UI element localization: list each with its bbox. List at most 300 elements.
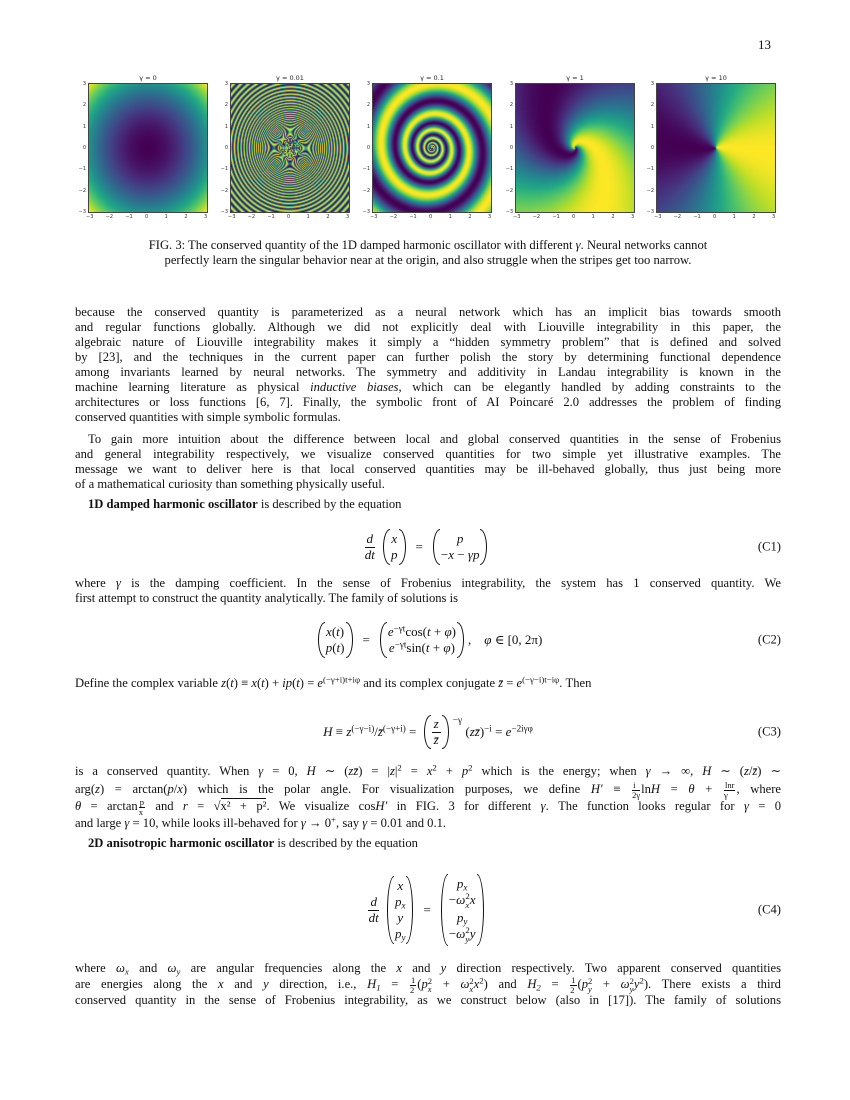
y-tick-label: 0 bbox=[366, 145, 370, 151]
text-line: of a mathematical curiosity than something physically useful. bbox=[75, 477, 385, 491]
subscript: y bbox=[588, 984, 592, 995]
panel-title: γ = 10 bbox=[705, 74, 727, 82]
text: is described by the equation bbox=[257, 497, 402, 511]
math-symbol: ω bbox=[167, 961, 177, 975]
text: = bbox=[503, 676, 517, 690]
panel-gamma-1 bbox=[505, 74, 635, 220]
text: = 0.01 and 0.1. bbox=[367, 816, 447, 830]
denominator: x bbox=[138, 806, 144, 817]
math-symbol: ω bbox=[620, 976, 630, 991]
paragraph-4 bbox=[75, 764, 781, 831]
math-symbol: H′ bbox=[375, 798, 388, 813]
y-tick-label: 3 bbox=[509, 81, 513, 87]
exponent: −γ bbox=[452, 716, 463, 726]
x-tick-label: 3 bbox=[631, 214, 635, 220]
text: / bbox=[374, 724, 378, 739]
inline-fraction bbox=[632, 781, 640, 799]
text-line bbox=[75, 798, 781, 816]
numerator: d bbox=[370, 893, 377, 909]
math-symbol: H bbox=[367, 976, 377, 991]
x-tick-label: 3 bbox=[488, 214, 492, 220]
heatmap-gamma-0.01 bbox=[231, 84, 349, 212]
math-symbol: x bbox=[396, 961, 402, 975]
define-line bbox=[75, 676, 781, 691]
x-tick-label: −2 bbox=[389, 214, 398, 220]
text: ( bbox=[292, 676, 297, 690]
math-symbol: γ bbox=[645, 764, 651, 778]
math-symbol: ω bbox=[456, 926, 466, 941]
text-line: To gain more intuition about the difference between local and global conserved quantities in the sense of Frobenius bbox=[88, 432, 781, 446]
text-line bbox=[75, 497, 781, 512]
y-tick-label: −2 bbox=[78, 187, 86, 194]
panel-gamma-0.01 bbox=[220, 74, 350, 220]
vector-entry bbox=[397, 910, 403, 926]
y-tick-label: −1 bbox=[505, 166, 513, 173]
math-symbol: γ bbox=[540, 798, 546, 813]
x-tick-label: 3 bbox=[204, 214, 208, 220]
y-tick-label: −3 bbox=[505, 209, 513, 215]
text: + bbox=[432, 976, 461, 991]
math-symbol: z bbox=[221, 676, 227, 690]
heatmap-gamma-10 bbox=[657, 84, 775, 212]
subscript: x bbox=[427, 984, 432, 995]
y-tick-label: −3 bbox=[78, 209, 86, 215]
math-symbol: z bbox=[389, 764, 395, 778]
text: . Neural networks cannot bbox=[580, 238, 708, 252]
text: . The function looks regular for bbox=[545, 798, 744, 813]
x-tick-label: 1 bbox=[591, 214, 595, 220]
x-tick-label: −2 bbox=[105, 214, 114, 220]
text-line bbox=[75, 576, 781, 591]
text: + bbox=[436, 764, 462, 778]
x-tick-label: 0 bbox=[713, 214, 717, 220]
paragraph-1 bbox=[75, 305, 781, 425]
text: ) bbox=[479, 724, 485, 739]
x-tick-label: 0 bbox=[429, 214, 433, 220]
text: and its complex conjugate bbox=[360, 676, 499, 690]
text: machine learning literature as physical bbox=[75, 380, 311, 394]
text: / bbox=[748, 764, 753, 778]
text: and bbox=[146, 798, 183, 813]
x-tick-label: −3 bbox=[513, 214, 521, 220]
text: + bbox=[429, 640, 444, 655]
text: = bbox=[401, 764, 427, 778]
page-number: 13 bbox=[758, 37, 771, 52]
text-line bbox=[75, 836, 781, 851]
x-tick-label: 0 bbox=[145, 214, 149, 220]
heatmap-gamma-0.1 bbox=[373, 84, 491, 212]
text: , say bbox=[336, 816, 363, 830]
text: ( bbox=[417, 976, 422, 991]
text: ) = arctan( bbox=[99, 781, 168, 796]
text: where bbox=[75, 576, 116, 590]
subscript: y bbox=[401, 932, 406, 943]
superscript: (−γ−i)t−iφ bbox=[522, 674, 560, 685]
math-symbol: p bbox=[461, 764, 469, 778]
vector-entry bbox=[397, 878, 403, 894]
superscript: 2 bbox=[588, 975, 593, 986]
heatmap-gamma-0 bbox=[89, 84, 207, 212]
math-symbol: p bbox=[456, 531, 464, 546]
superscript: 2 bbox=[639, 975, 644, 986]
text: ) bbox=[451, 624, 456, 639]
math-symbol: x bbox=[397, 878, 404, 893]
vector-entry bbox=[457, 531, 464, 547]
x-tick-label: −1 bbox=[693, 214, 701, 220]
denominator: z̄ bbox=[433, 731, 439, 747]
vector-entry bbox=[395, 926, 406, 942]
subscript: x bbox=[465, 900, 470, 911]
text: ) + bbox=[264, 676, 283, 690]
math-symbol: z bbox=[346, 724, 352, 739]
math-symbol: H bbox=[306, 764, 316, 778]
text: sin( bbox=[406, 640, 426, 655]
subscript: y bbox=[629, 984, 634, 995]
x-tick-label: 0 bbox=[287, 214, 291, 220]
superscript: 2 bbox=[432, 762, 437, 773]
y-tick-label: 3 bbox=[366, 81, 370, 87]
section-heading-2d bbox=[75, 836, 781, 851]
text-line: architectures or loss functions [6, 7]. Finally, the symbolic front of AI Poincaré 2.0 addresses the problem of finding bbox=[75, 395, 781, 409]
math-symbol: H bbox=[527, 976, 537, 991]
math-symbol: t bbox=[425, 640, 430, 655]
math-symbol: x bbox=[391, 531, 398, 546]
heatmap-gamma-1 bbox=[516, 84, 634, 212]
text: ∈ [0, 2π) bbox=[491, 632, 543, 647]
figure-caption bbox=[75, 237, 781, 267]
subscript: y bbox=[176, 966, 181, 977]
y-tick-label: 2 bbox=[650, 102, 654, 109]
text-line bbox=[75, 816, 781, 831]
y-tick-label: 2 bbox=[366, 102, 370, 109]
math-symbol: θ bbox=[688, 781, 695, 796]
math-symbol: γ bbox=[300, 816, 306, 830]
y-tick-label: 3 bbox=[82, 81, 86, 87]
math-symbol: p bbox=[581, 976, 588, 991]
text: ( bbox=[256, 676, 262, 690]
math-symbol: t bbox=[296, 676, 300, 690]
inline-fraction bbox=[570, 976, 576, 994]
equation-c4 bbox=[75, 872, 781, 948]
text: ) and bbox=[483, 976, 528, 991]
math-symbol: ω bbox=[116, 961, 125, 975]
text: cos( bbox=[405, 624, 427, 639]
numerator: p bbox=[139, 797, 145, 807]
subscript: x bbox=[124, 966, 129, 977]
subscript: y bbox=[465, 934, 470, 945]
y-tick-label: 3 bbox=[650, 81, 654, 87]
text-line: and regular functions globally. Although we did not explicitly deal with Liouville integrability in this paper, the bbox=[75, 320, 781, 334]
text-line bbox=[75, 252, 781, 267]
math-symbol: φ bbox=[443, 640, 451, 655]
math-symbol: γp bbox=[467, 547, 480, 562]
vector-entry bbox=[457, 910, 468, 926]
y-tick-label: 2 bbox=[82, 102, 86, 109]
y-tick-label: 2 bbox=[224, 102, 228, 109]
text: , which can be elegantly handled by adding constraints to the bbox=[398, 380, 781, 394]
text: + bbox=[694, 781, 723, 796]
text: and bbox=[401, 961, 441, 975]
y-tick-label: −2 bbox=[505, 187, 513, 194]
y-tick-label: −3 bbox=[220, 209, 228, 215]
panel-title: γ = 1 bbox=[566, 74, 584, 82]
math-symbol: z̄ bbox=[498, 676, 504, 690]
math-symbol: p bbox=[391, 547, 398, 562]
math-symbol: t bbox=[336, 640, 341, 655]
math-symbol: p bbox=[456, 910, 464, 925]
y-tick-label: −1 bbox=[78, 166, 86, 173]
math-symbol: ω bbox=[456, 892, 466, 908]
math-symbol: ω bbox=[460, 976, 470, 991]
text: and bbox=[128, 961, 168, 975]
text-line: among invariants learned by neural networks. The symmetry and additivity in Landau integrability is known in the bbox=[75, 365, 781, 379]
vector-entry bbox=[326, 624, 344, 640]
superscript: 2 bbox=[465, 925, 470, 936]
math-symbol: H′ bbox=[590, 781, 603, 796]
x-tick-label: −1 bbox=[267, 214, 275, 220]
x-tick-label: −1 bbox=[552, 214, 560, 220]
superscript: 2 bbox=[427, 975, 433, 986]
text: = arctan bbox=[81, 798, 138, 813]
x-tick-label: 2 bbox=[468, 214, 472, 220]
subscript: x bbox=[401, 900, 406, 911]
denominator: 2γ bbox=[632, 789, 641, 800]
math-symbol: γ bbox=[575, 238, 581, 252]
text: ( bbox=[332, 640, 337, 655]
text: ) which is the polar angle. For visualization purposes, we define bbox=[182, 781, 591, 796]
text-line bbox=[75, 961, 781, 976]
math-symbol: x bbox=[177, 781, 183, 796]
emphasis-text: inductive biases bbox=[310, 380, 399, 394]
x-tick-label: 2 bbox=[752, 214, 756, 220]
y-tick-label: −2 bbox=[220, 187, 228, 194]
text: ). There exists a third bbox=[643, 976, 781, 991]
vector-entry bbox=[391, 547, 398, 563]
superscript: (−γ+i) bbox=[382, 723, 406, 734]
bold-text: 1D damped harmonic oscillator bbox=[88, 497, 258, 511]
text: + bbox=[430, 624, 445, 639]
panel-gamma-0 bbox=[78, 74, 208, 220]
text: = bbox=[491, 724, 506, 739]
y-tick-label: −1 bbox=[220, 166, 228, 173]
vector-entry bbox=[389, 640, 455, 656]
text-line bbox=[75, 676, 781, 691]
superscript: 2 bbox=[468, 762, 473, 773]
phase-domain bbox=[468, 632, 542, 648]
panel-title: γ = 0.1 bbox=[420, 74, 444, 82]
math-symbol: p bbox=[421, 976, 428, 991]
x-tick-label: −3 bbox=[370, 214, 378, 220]
y-tick-label: 2 bbox=[509, 102, 513, 109]
text: = bbox=[540, 976, 570, 991]
subscript: y bbox=[463, 916, 468, 927]
text-line bbox=[75, 380, 781, 395]
denominator: 2 bbox=[410, 984, 415, 995]
text: = 10, while looks ill-behaved for bbox=[129, 816, 301, 830]
bold-text: 2D anisotropic harmonic oscillator bbox=[88, 836, 275, 850]
text: = bbox=[405, 724, 420, 739]
c3-left bbox=[323, 724, 420, 740]
vector-entry bbox=[441, 547, 480, 563]
text: , bbox=[468, 632, 485, 647]
math-symbol: γ bbox=[258, 764, 264, 778]
y-tick-label: 3 bbox=[224, 81, 228, 87]
equals-sign: = bbox=[415, 539, 423, 554]
superscript: −γt bbox=[393, 623, 406, 634]
numerator: i bbox=[632, 781, 640, 791]
math-symbol: H bbox=[702, 764, 712, 778]
vector-lhs bbox=[386, 876, 415, 944]
vector-entry bbox=[388, 624, 456, 640]
panel-gamma-10 bbox=[646, 74, 776, 220]
superscript: 2 bbox=[629, 975, 634, 986]
text: ) bbox=[450, 640, 455, 655]
superscript: 2 bbox=[479, 975, 484, 986]
x-tick-label: 1 bbox=[164, 214, 168, 220]
text: ( bbox=[577, 976, 582, 991]
text-line bbox=[75, 237, 781, 252]
numerator: 1 bbox=[571, 975, 576, 985]
vector-rhs bbox=[432, 529, 489, 565]
math-symbol: z bbox=[95, 781, 100, 796]
y-tick-label: −2 bbox=[362, 187, 370, 194]
math-symbol: x bbox=[473, 976, 480, 991]
text: and large bbox=[75, 816, 125, 830]
x-tick-label: −2 bbox=[532, 214, 541, 220]
text-line: because the conserved quantity is parameterized as a neural network which has an implicit bias towards smooth bbox=[75, 305, 781, 319]
text: . We visualize cos bbox=[266, 798, 376, 813]
ratio-fraction bbox=[432, 717, 441, 748]
math-symbol: z bbox=[743, 764, 749, 778]
ratio-paren bbox=[423, 715, 450, 750]
subscript: 1 bbox=[376, 982, 381, 993]
text: ≡ bbox=[332, 724, 347, 739]
text: ) = | bbox=[358, 764, 390, 778]
math-symbol: t bbox=[230, 676, 234, 690]
text: is the damping coefficient. In the sense of Frobenius integrability, the system has 1 conserved quantity. We bbox=[120, 576, 781, 590]
text-line: first attempt to construct the quantity analytically. The family of solutions is bbox=[75, 591, 458, 605]
text: | bbox=[394, 764, 398, 778]
superscript: 2 bbox=[397, 762, 402, 773]
text: ( bbox=[462, 724, 470, 739]
text: → 0 bbox=[305, 816, 332, 830]
math-symbol: t bbox=[426, 624, 431, 639]
superscript: + bbox=[331, 814, 337, 825]
denominator: γ bbox=[723, 789, 728, 800]
y-tick-label: −3 bbox=[362, 209, 370, 215]
denominator: 2 bbox=[570, 984, 575, 995]
text: + bbox=[592, 976, 621, 991]
equation-c2 bbox=[75, 620, 781, 660]
y-tick-label: 0 bbox=[224, 145, 228, 151]
equation-label: (C1) bbox=[757, 539, 781, 554]
denominator: dt bbox=[368, 909, 379, 925]
text: ) ∼ bbox=[757, 764, 781, 778]
math-symbol: t bbox=[336, 624, 340, 639]
x-tick-label: 2 bbox=[184, 214, 188, 220]
numerator: d bbox=[366, 530, 374, 546]
x-tick-label: −1 bbox=[125, 214, 133, 220]
y-tick-label: 1 bbox=[366, 123, 370, 130]
text: ) bbox=[339, 624, 345, 639]
text: perfectly learn the singular behavior near at the origin, and also struggle when the stripes get too narrow. bbox=[164, 253, 692, 267]
text: . Then bbox=[559, 676, 592, 690]
text: = 0 bbox=[748, 798, 782, 813]
section-heading-1d bbox=[75, 497, 781, 512]
math-symbol: γ bbox=[124, 816, 130, 830]
inline-fraction bbox=[724, 781, 736, 799]
vector-lhs bbox=[317, 622, 354, 658]
text-line bbox=[75, 764, 781, 779]
paragraph-5 bbox=[75, 961, 781, 1008]
superscript: (−γ+i)t+iφ bbox=[322, 674, 361, 685]
math-symbol: H bbox=[650, 781, 661, 796]
math-symbol: γ bbox=[115, 576, 121, 590]
derivative-operator bbox=[365, 532, 376, 563]
math-symbol: y bbox=[263, 976, 269, 991]
vector-rhs bbox=[440, 874, 485, 946]
y-tick-label: 1 bbox=[82, 123, 86, 130]
text: direction, i.e., bbox=[268, 976, 368, 991]
equals-sign: = bbox=[423, 902, 431, 917]
equation-label: (C4) bbox=[757, 902, 781, 917]
x-tick-label: 1 bbox=[306, 214, 310, 220]
vector-entry bbox=[326, 640, 345, 656]
math-symbol: r bbox=[182, 798, 188, 813]
text: FIG. 3: The conserved quantity of the 1D damped harmonic oscillator with different bbox=[148, 238, 576, 252]
text: ) bbox=[340, 640, 345, 655]
math-symbol: zz̄ bbox=[469, 724, 480, 739]
text: / bbox=[173, 781, 178, 796]
x-tick-label: 2 bbox=[326, 214, 330, 220]
text: ( bbox=[331, 624, 337, 639]
y-tick-label: −1 bbox=[646, 166, 654, 173]
text: ≡ bbox=[602, 781, 632, 796]
y-tick-label: 1 bbox=[224, 123, 228, 130]
superscript: −i bbox=[484, 723, 492, 734]
x-tick-label: −3 bbox=[654, 214, 662, 220]
text-line: algebraic nature of Liouville integrability makes it simply a “hidden symmetry problem” that is defined and solved bbox=[75, 335, 781, 349]
x-tick-label: 2 bbox=[611, 214, 615, 220]
text: is a conserved quantity. When bbox=[75, 764, 259, 778]
math-symbol: y bbox=[397, 910, 404, 925]
math-symbol: y bbox=[633, 976, 640, 991]
text: ) = bbox=[299, 676, 318, 690]
numerator: z bbox=[433, 715, 439, 731]
y-tick-label: 0 bbox=[650, 145, 654, 151]
vector-entry bbox=[395, 894, 406, 910]
math-symbol: p bbox=[394, 926, 402, 941]
x-tick-label: 1 bbox=[448, 214, 452, 220]
panel-gamma-0.1 bbox=[362, 74, 492, 220]
math-symbol: x bbox=[326, 624, 332, 639]
panel-title: γ = 0.01 bbox=[276, 74, 304, 82]
vector-lhs bbox=[382, 529, 407, 565]
derivative-operator bbox=[368, 895, 379, 926]
math-symbol: p bbox=[394, 894, 402, 909]
math-symbol: e bbox=[388, 640, 395, 655]
text: ) ≡ bbox=[233, 676, 252, 690]
square-root-radicand: x² + p² bbox=[220, 798, 267, 813]
equation-label: (C3) bbox=[757, 724, 781, 739]
x-tick-label: 3 bbox=[772, 214, 776, 220]
text: = √ bbox=[187, 798, 221, 813]
text: which is the energy; when bbox=[472, 764, 646, 778]
math-symbol: γ bbox=[362, 816, 368, 830]
x-tick-label: 0 bbox=[572, 214, 576, 220]
text-line bbox=[75, 976, 781, 993]
math-symbol: φ bbox=[484, 632, 492, 647]
